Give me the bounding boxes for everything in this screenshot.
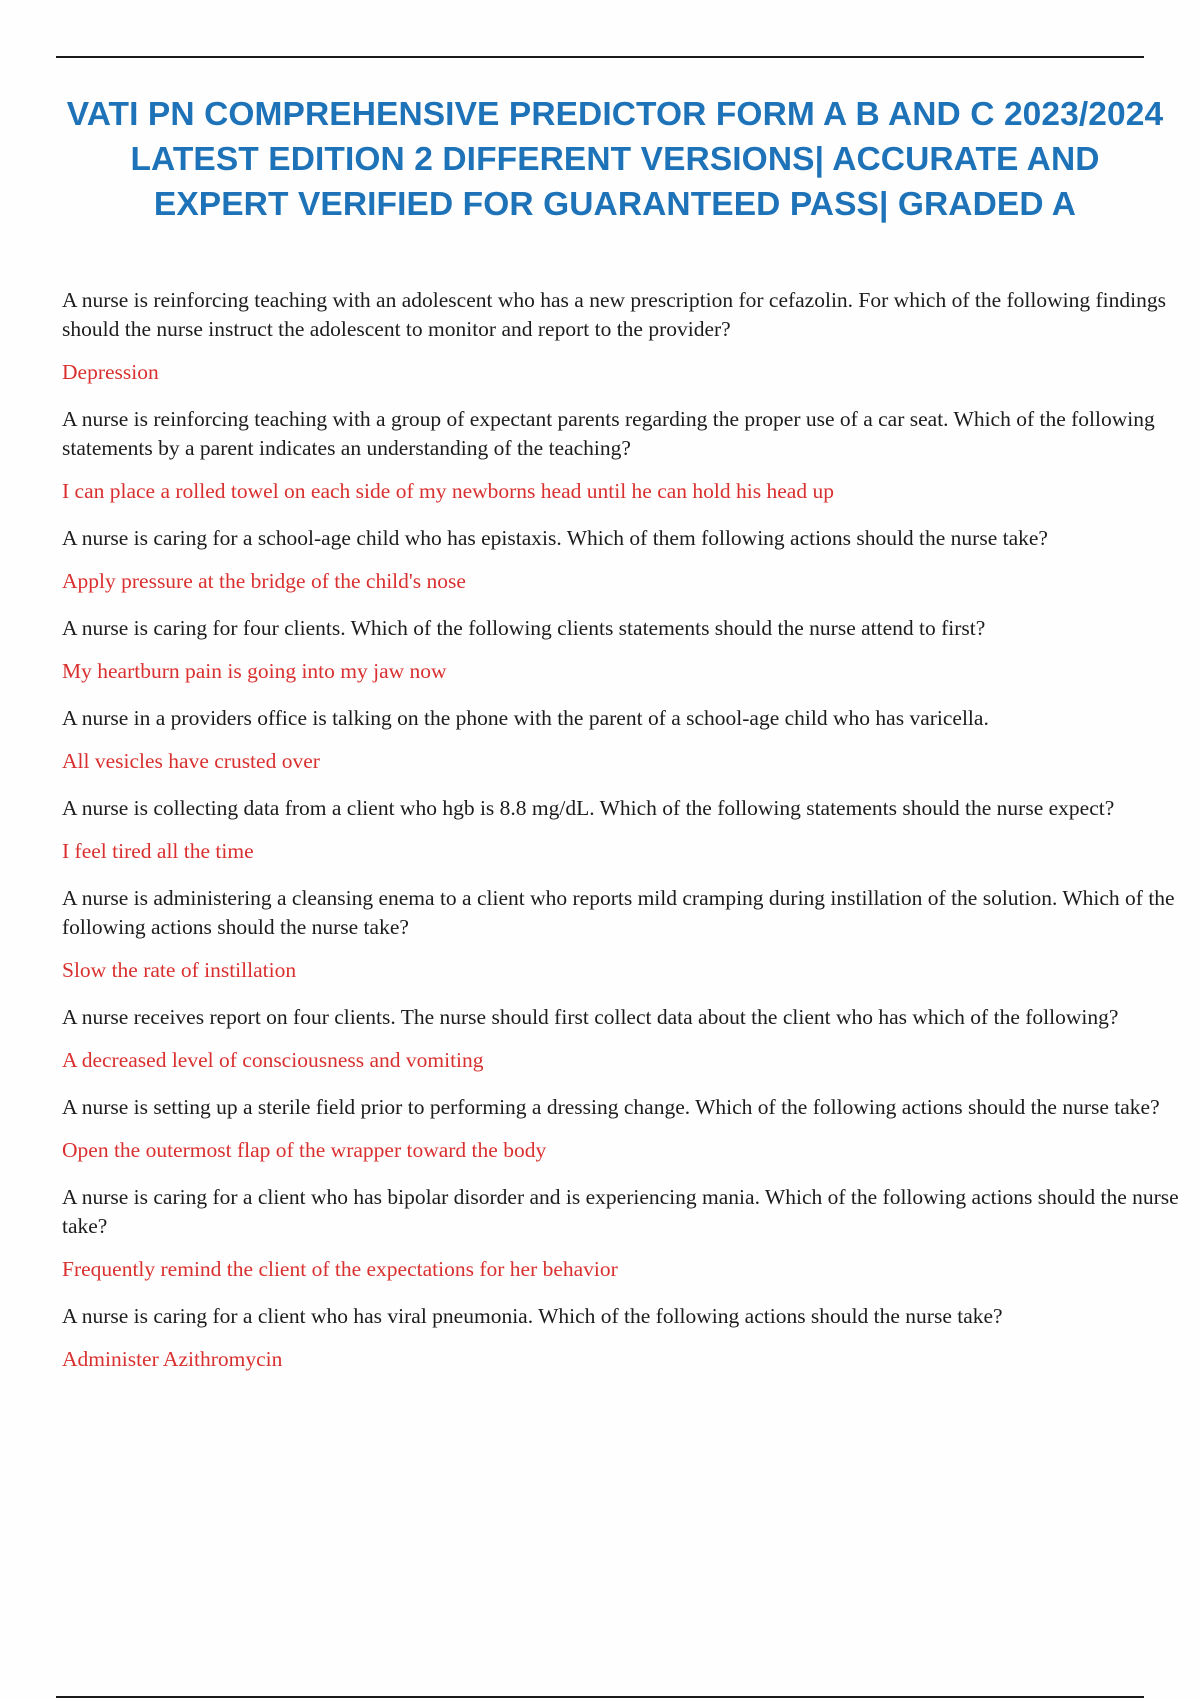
document-title: VATI PN COMPREHENSIVE PREDICTOR FORM A B AND C 2023/2024 LATEST EDITION 2 DIFFERENT VERSIONS| ACCURATE AND EXPERT VERIFIED FOR GUARANTEED PASS| GRADED A xyxy=(66,96,1164,223)
answer-text: Depression xyxy=(62,360,159,384)
question-text: A nurse is caring for a school-age child who has epistaxis. Which of them following actions should the nurse take? xyxy=(62,526,1048,550)
question-text: A nurse is caring for a client who has viral pneumonia. Which of the following actions should the nurse take? xyxy=(62,1304,1003,1328)
answer-text: A decreased level of consciousness and vomiting xyxy=(62,1048,484,1072)
question-text: A nurse is caring for four clients. Which of the following clients statements should the nurse attend to first? xyxy=(62,616,986,640)
answer-text: I feel tired all the time xyxy=(62,839,254,863)
qa-item xyxy=(62,405,1186,506)
question-answer-list xyxy=(62,286,1186,1392)
qa-item xyxy=(62,1302,1186,1374)
top-rule xyxy=(56,56,1144,58)
bottom-rule xyxy=(56,1696,1144,1698)
qa-item xyxy=(62,884,1186,985)
question-text: A nurse in a providers office is talking on the phone with the parent of a school-age child who has varicella. xyxy=(62,706,989,730)
answer-text: Apply pressure at the bridge of the child's nose xyxy=(62,569,466,593)
qa-item xyxy=(62,1003,1186,1075)
qa-item xyxy=(62,704,1186,776)
question-text: A nurse is administering a cleansing enema to a client who reports mild cramping during instillation of the solution. Which of the following actions should the nurse take? xyxy=(62,886,1175,939)
answer-text: Frequently remind the client of the expectations for her behavior xyxy=(62,1257,618,1281)
qa-item xyxy=(62,1093,1186,1165)
qa-item xyxy=(62,614,1186,686)
qa-item xyxy=(62,286,1186,387)
question-text: A nurse is caring for a client who has bipolar disorder and is experiencing mania. Which of the following actions should the nurse take? xyxy=(62,1185,1179,1238)
answer-text: All vesicles have crusted over xyxy=(62,749,320,773)
question-text: A nurse receives report on four clients. The nurse should first collect data about the client who has which of the following? xyxy=(62,1005,1119,1029)
question-text: A nurse is reinforcing teaching with an adolescent who has a new prescription for cefazolin. For which of the following findings should the nurse instruct the adolescent to monitor and report to the provider? xyxy=(62,288,1166,341)
answer-text: Administer Azithromycin xyxy=(62,1347,283,1371)
question-text: A nurse is collecting data from a client who hgb is 8.8 mg/dL. Which of the following statements should the nurse expect? xyxy=(62,796,1115,820)
question-text: A nurse is setting up a sterile field prior to performing a dressing change. Which of the following actions should the nurse take? xyxy=(62,1095,1160,1119)
qa-item xyxy=(62,794,1186,866)
answer-text: Open the outermost flap of the wrapper toward the body xyxy=(62,1138,547,1162)
answer-text: I can place a rolled towel on each side of my newborns head until he can hold his head up xyxy=(62,479,834,503)
qa-item xyxy=(62,524,1186,596)
answer-text: My heartburn pain is going into my jaw now xyxy=(62,659,447,683)
question-text: A nurse is reinforcing teaching with a group of expectant parents regarding the proper use of a car seat. Which of the following statements by a parent indicates an understanding of the teaching? xyxy=(62,407,1155,460)
qa-item xyxy=(62,1183,1186,1284)
answer-text: Slow the rate of instillation xyxy=(62,958,297,982)
